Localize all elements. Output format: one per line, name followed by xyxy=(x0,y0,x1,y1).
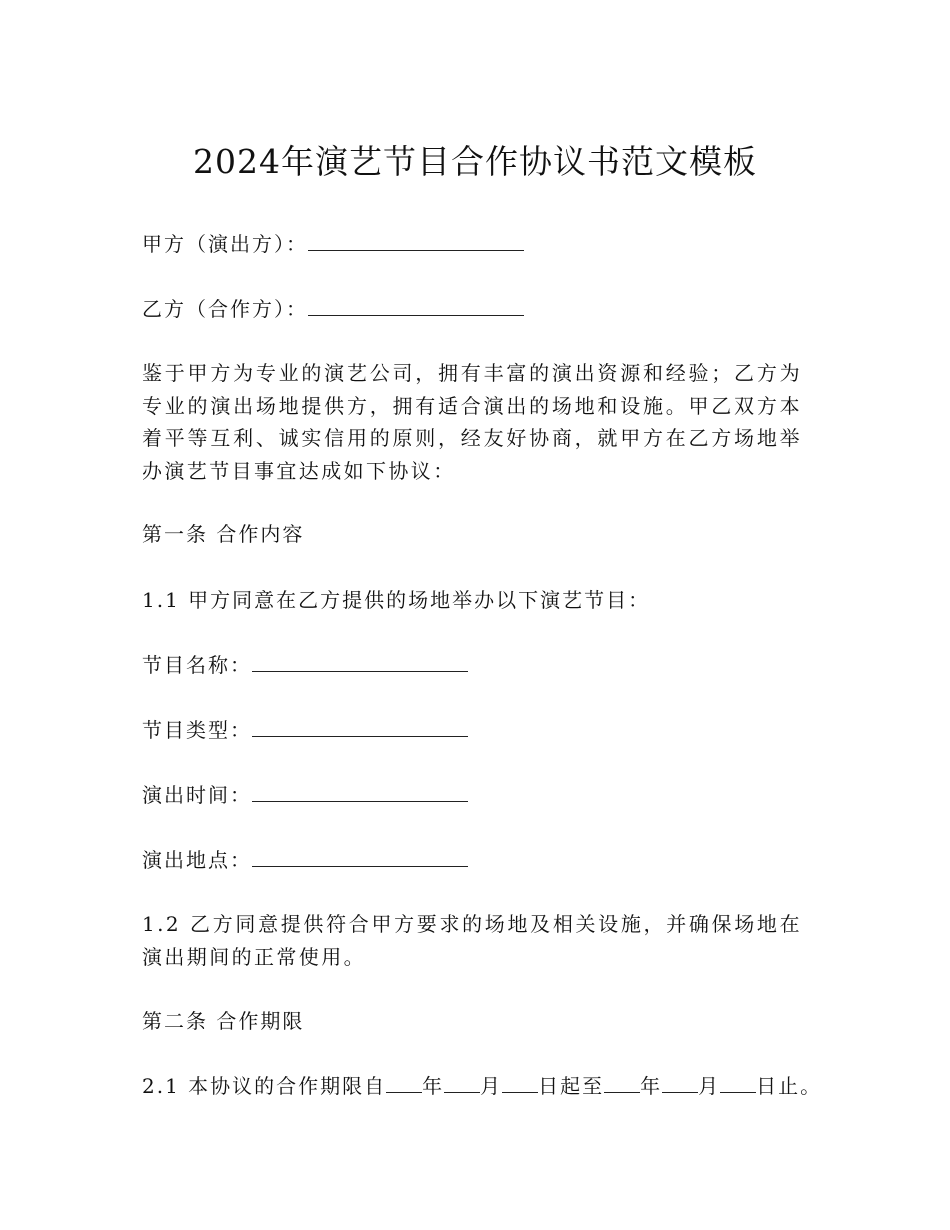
clause-1-2: 1.2 乙方同意提供符合甲方要求的场地及相关设施，并确保场地在演出期间的正常使用。 xyxy=(142,912,802,969)
show-venue-line xyxy=(142,844,468,876)
show-venue-label: 演出地点： xyxy=(142,848,252,872)
end-month-label: 月 xyxy=(698,1074,721,1098)
show-time-blank xyxy=(252,781,468,802)
program-name-label: 节目名称： xyxy=(142,653,252,677)
party-a-line xyxy=(142,228,524,260)
end-month-blank xyxy=(662,1072,698,1093)
show-venue-blank xyxy=(252,846,468,867)
party-a-label: 甲方（演出方）： xyxy=(142,232,308,256)
clause-1-1: 1.1 甲方同意在乙方提供的场地举办以下演艺节目： xyxy=(142,588,651,612)
program-name-blank xyxy=(252,651,468,672)
party-a-blank xyxy=(308,230,524,251)
end-day-blank xyxy=(720,1072,756,1093)
party-b-label: 乙方（合作方）： xyxy=(142,297,308,321)
clause-2-1 xyxy=(142,1070,822,1102)
article-1-heading: 第一条 合作内容 xyxy=(142,522,305,546)
party-b-blank xyxy=(308,295,524,316)
show-time-line xyxy=(142,779,468,811)
start-month-blank xyxy=(444,1072,480,1093)
end-year-label: 年 xyxy=(640,1074,663,1098)
article-2-heading: 第二条 合作期限 xyxy=(142,1009,305,1033)
start-day-label: 日起至 xyxy=(538,1074,605,1098)
program-type-blank xyxy=(252,716,468,737)
program-type-label: 节目类型： xyxy=(142,718,252,742)
start-year-blank xyxy=(386,1072,422,1093)
end-year-blank xyxy=(604,1072,640,1093)
program-type-line xyxy=(142,714,468,746)
preamble-paragraph: 鉴于甲方为专业的演艺公司，拥有丰富的演出资源和经验；乙方为专业的演出场地提供方，拥有适合演出的场地和设施。甲乙双方本着平等互利、诚实信用的原则，经友好协商，就甲方在乙方场地举办演艺节目事宜达成如下协议： xyxy=(142,361,802,483)
program-name-line xyxy=(142,649,468,681)
show-time-label: 演出时间： xyxy=(142,783,252,807)
start-day-blank xyxy=(502,1072,538,1093)
party-b-line xyxy=(142,293,524,325)
document-title: 2024年演艺节目合作协议书范文模板 xyxy=(193,142,757,181)
end-day-label: 日止。 xyxy=(756,1074,823,1098)
start-month-label: 月 xyxy=(480,1074,503,1098)
clause-2-1-prefix: 2.1 本协议的合作期限自 xyxy=(142,1074,387,1098)
start-year-label: 年 xyxy=(422,1074,445,1098)
